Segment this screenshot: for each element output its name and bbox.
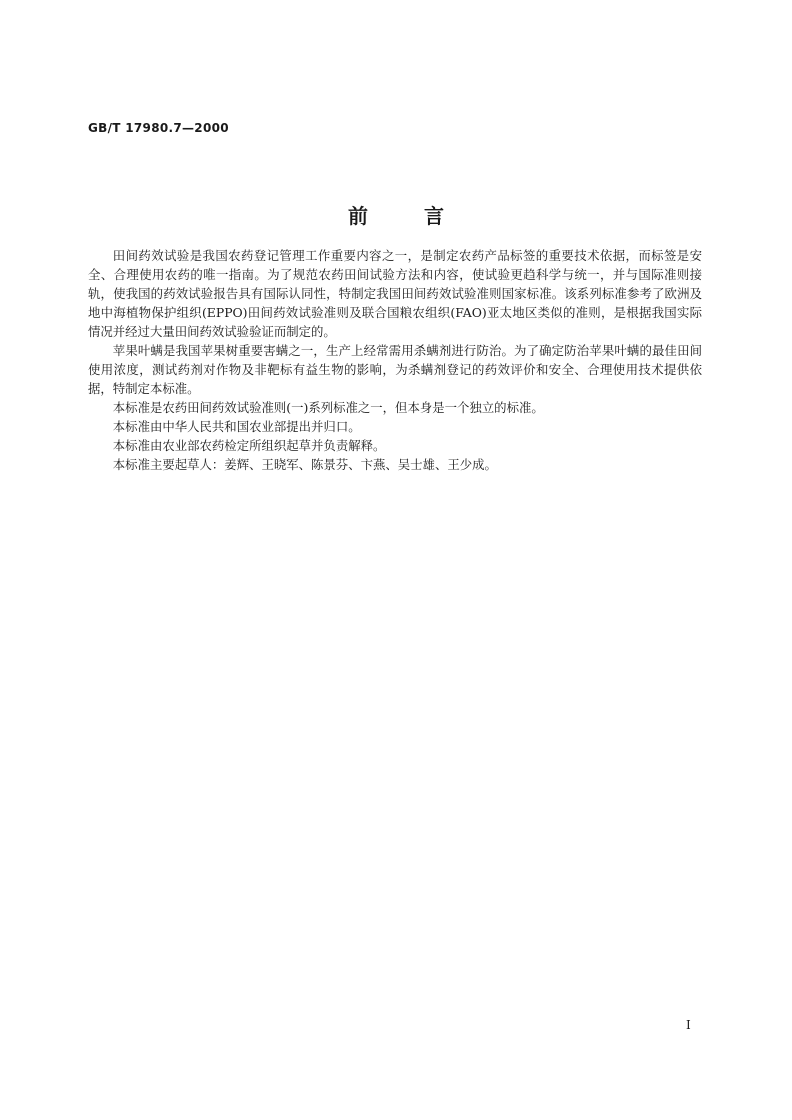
page-number: I: [686, 1018, 691, 1032]
paragraph: 本标准主要起草人：姜辉、王晓军、陈景芬、卞燕、吴士雄、王少成。: [112, 457, 497, 472]
paragraph: 田间药效试验是我国农药登记管理工作重要内容之一，是制定农药产品标签的重要技术依据，而标签是安全、合理使用农药的唯一指南。为了规范农药田间试验方法和内容，使试验更趋科学与统一，并与国际准则接轨，使我国的药效试验报告具有国际认同性，特制定我国田间药效试验准则国家标准。该系列标准参考了欧洲及地中海植物保护组织(EPPO)田间药效试验准则及联合国粮农组织(FAO)亚太地区类似的准则，是根据我国实际情况并经过大量田间药效试验验证而制定的。: [88, 248, 702, 339]
page-title: 前言: [348, 204, 500, 228]
paragraph: 本标准由中华人民共和国农业部提出并归口。: [112, 419, 361, 434]
standard-code: GB/T 17980.7—2000: [88, 121, 229, 135]
paragraph: 本标准由农业部农药检定所组织起草并负责解释。: [112, 438, 386, 453]
document-body: [88, 246, 702, 474]
paragraph: 本标准是农药田间药效试验准则(一)系列标准之一，但本身是一个独立的标准。: [112, 400, 544, 415]
paragraph: 苹果叶螨是我国苹果树重要害螨之一，生产上经常需用杀螨剂进行防治。为了确定防治苹果叶螨的最佳田间使用浓度，测试药剂对作物及非靶标有益生物的影响，为杀螨剂登记的药效评价和安全、合理使用技术提供依据，特制定本标准。: [88, 343, 702, 396]
